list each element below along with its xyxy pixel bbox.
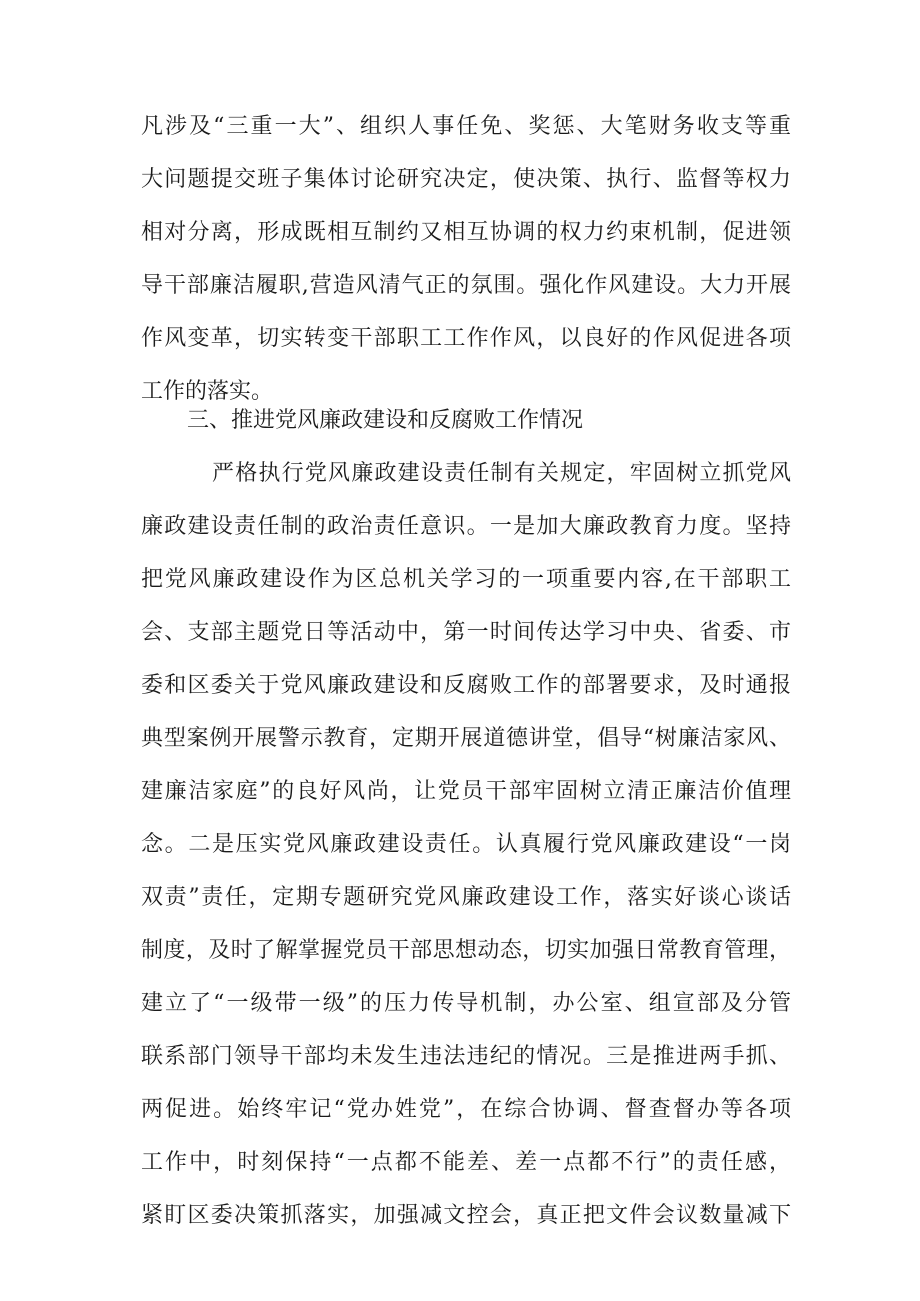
paragraph-2-line: 工作中，时刻保持“一点都不能差、差一点都不行”的责任感， xyxy=(141,1150,791,1175)
paragraph-2-line: 制度，及时了解掌握党员干部思想动态，切实加强日常教育管理， xyxy=(141,938,791,963)
paragraph-2-line: 把党风廉政建设作为区总机关学习的一项重要内容,在干部职工 xyxy=(141,567,791,592)
paragraph-2-line: 紧盯区委决策抓落实，加强减文控会，真正把文件会议数量减下 xyxy=(141,1203,791,1228)
paragraph-1-line: 大问题提交班子集体讨论研究决定，使决策、执行、监督等权力 xyxy=(141,167,791,192)
paragraph-2-line: 会、支部主题党日等活动中，第一时间传达学习中央、省委、市 xyxy=(141,620,791,645)
paragraph-2-line: 联系部门领导干部均未发生违法违纪的情况。三是推进两手抓、 xyxy=(141,1044,791,1069)
paragraph-1-line: 导干部廉洁履职,营造风清气正的氛围。强化作风建设。大力开展 xyxy=(141,273,791,298)
paragraph-1-line: 工作的落实。 xyxy=(141,379,274,404)
paragraph-2-line: 严格执行党风廉政建设责任制有关规定，牢固树立抓党风 xyxy=(212,461,791,486)
paragraph-2-line: 两促进。始终牢记“党办姓党”，在综合协调、督查督办等各项 xyxy=(141,1097,791,1122)
paragraph-1-line: 相对分离，形成既相互制约又相互协调的权力约束机制，促进领 xyxy=(141,220,791,245)
paragraph-2-line: 典型案例开展警示教育，定期开展道德讲堂，倡导“树廉洁家风、 xyxy=(141,726,791,751)
paragraph-1-line: 凡涉及“三重一大”、组织人事任免、奖惩、大笔财务收支等重 xyxy=(141,114,791,139)
paragraph-2-line: 念。二是压实党风廉政建设责任。认真履行党风廉政建设“一岗 xyxy=(141,832,791,857)
paragraph-2-line: 建立了“一级带一级”的压力传导机制，办公室、组宣部及分管 xyxy=(141,991,791,1016)
paragraph-2-line: 建廉洁家庭”的良好风尚，让党员干部牢固树立清正廉洁价值理 xyxy=(141,779,791,804)
section-heading: 三、推进党风廉政建设和反腐败工作情况 xyxy=(187,408,584,433)
paragraph-1-line: 作风变革，切实转变干部职工工作作风，以良好的作风促进各项 xyxy=(141,326,791,351)
paragraph-2-line: 委和区委关于党风廉政建设和反腐败工作的部署要求，及时通报 xyxy=(141,673,791,698)
paragraph-2-line: 双责”责任，定期专题研究党风廉政建设工作，落实好谈心谈话 xyxy=(141,885,791,910)
paragraph-2-line: 廉政建设责任制的政治责任意识。一是加大廉政教育力度。坚持 xyxy=(141,514,791,539)
